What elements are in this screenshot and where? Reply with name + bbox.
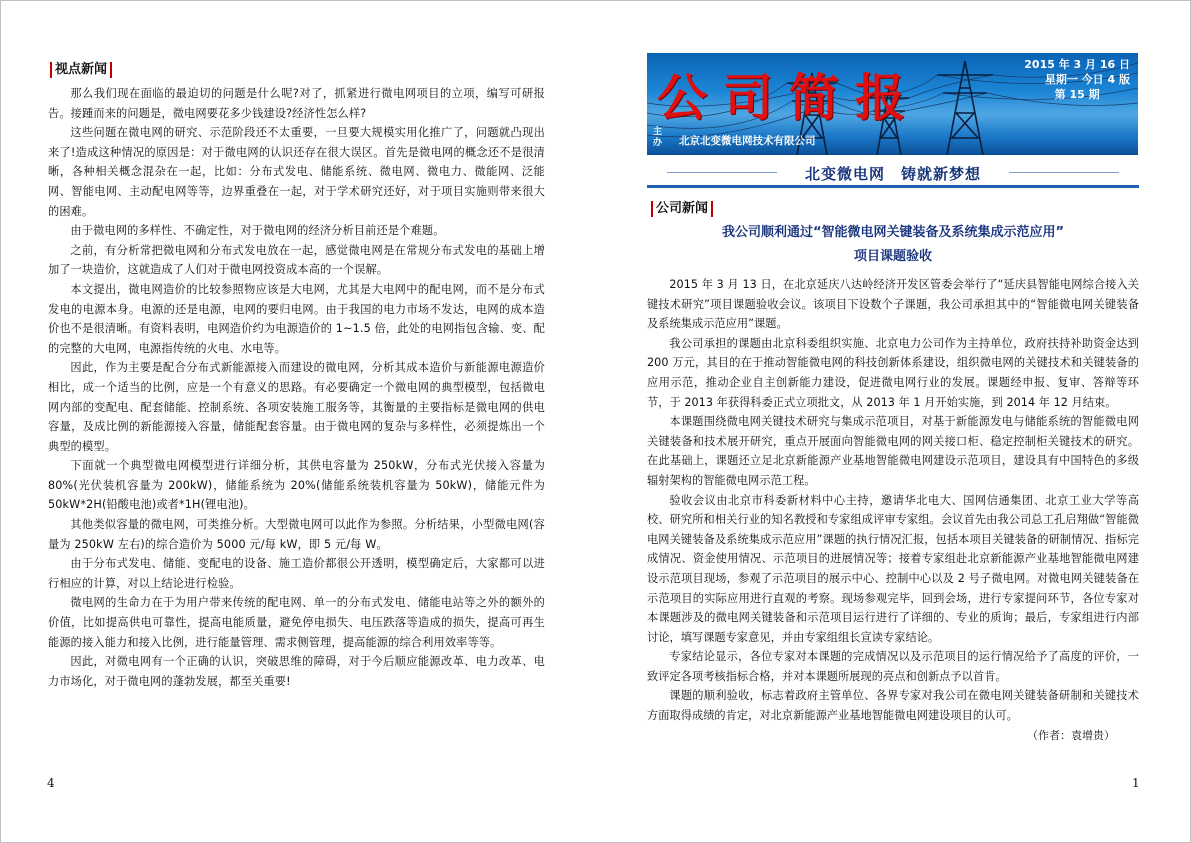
masthead-weekday-edition: 星期一 今日 4 版 xyxy=(1044,73,1130,86)
left-paragraph: 那么我们现在面临的最迫切的问题是什么呢?对了，抓紧进行微电网项目的立项，编写可研报告。接踵而来的问题是，微电网要花多少钱建设?经济性怎么样? xyxy=(48,87,545,120)
right-article-body xyxy=(647,275,1139,726)
right-paragraph: 2015 年 3 月 13 日，在北京延庆八达岭经济开发区管委会举行了“延庆县智能电网综合接入关键技术研究”项目课题验收会议。该项目下设数个子课题，我公司承担其中的“智能微电网关键装备及系统集成示范应用”课题。 xyxy=(647,278,1139,331)
slogan-banner xyxy=(647,161,1139,188)
section-label-company-news: 公司新闻 xyxy=(651,201,713,217)
headline-line-1: 我公司顺利通过“智能微电网关键装备及系统集成示范应用” xyxy=(721,225,1065,240)
right-page-number: 1 xyxy=(1132,776,1140,790)
article-headline xyxy=(647,221,1139,269)
sponsor-label: 主办 xyxy=(653,127,663,148)
left-paragraph: 微电网的生命力在于为用户带来传统的配电网、单一的分布式发电、储能电站等之外的额外的价值，比如提高供电可靠性，提高电能质量，避免停电损失、电压跌落等造成的损失，提高可再生能源的接入能力和接入比例，进行能量管理、需求侧管理，提高能源的综合利用效率等等。 xyxy=(48,596,545,649)
left-paragraph: 这些问题在微电网的研究、示范阶段还不太重要，一旦要大规模实用化推广了，问题就凸现出来了!造成这种情况的原因是：对于微电网的认识还存在很大误区。首先是微电网的概念还不是很清晰，各种相关概念混杂在一起，比如：分布式发电、储能系统、微电网、微电力、微能网、泛能网、智能电网、主动配电网等等，边界重叠在一起，对于学术研究还好，对于项目实施则带来很大的困难。 xyxy=(48,126,545,218)
left-paragraph: 因此，作为主要是配合分布式新能源接入而建设的微电网，分析其成本造价与新能源电源造价相比，成一个适当的比例，应是一个有意义的思路。有必要确定一个微电网的典型模型，包括微电网内部的变配电、配套储能、控制系统、各项安装施工服务等，其衡量的主要指标是微电网的供电容量，及成比例的新能源接入容量，储能配套容量。由于微电网的复杂与多样性，必须提炼出一个典型的模型。 xyxy=(48,361,545,453)
masthead-issue-info xyxy=(1024,57,1130,102)
left-page xyxy=(48,58,545,691)
left-paragraph: 由于分布式发电、储能、变配电的设备、施工造价都很公开透明，模型确定后，大家都可以进行相应的计算，对以上结论进行检验。 xyxy=(48,557,545,590)
left-paragraph: 因此，对微电网有一个正确的认识，突破思维的障碍，对于今后顺应能源改革、电力改革、电力市场化，对于微电网的蓬勃发展，都至关重要! xyxy=(48,655,545,688)
left-page-number: 4 xyxy=(47,776,55,790)
right-paragraph: 我公司承担的课题由北京科委组织实施、北京电力公司作为主持单位，政府扶持补助资金达到 200 万元，其目的在于推动智能微电网的科技创新体系建设，组织微电网的关键技术和关键装备的应用示范，推动企业自主创新能力建设，促进微电网行业的发展。课题经申报、复审、答辩等环节，于 2013 年获得科委正式立项批文，从 2013 年 1 月开始实施，到 2014 年 12 月结束。 xyxy=(647,336,1139,409)
left-paragraph: 下面就一个典型微电网模型进行详细分析，其供电容量为 250kW，分布式光伏接入容量为 80%(光伏装机容量为 200kW)，储能系统为 20%(储能系统装机容量为 50kW)，储能元件为 50kW*2H(铅酸电池)或者*1H(锂电池)。 xyxy=(48,459,545,512)
masthead-date: 2015 年 3 月 16 日 xyxy=(1024,58,1130,71)
headline-line-2: 项目课题验收 xyxy=(853,249,932,264)
left-paragraph: 其他类似容量的微电网，可类推分析。大型微电网可以此作为参照。分析结果，小型微电网(容量为 250kW 左右)的综合造价为 5000 元/每 kW，即 5 元/每 W。 xyxy=(48,518,545,551)
sponsor-organization: 北京北变微电网技术有限公司 xyxy=(679,135,816,147)
right-paragraph: 课题的顺利验收，标志着政府主管单位、各界专家对我公司在微电网关键装备研制和关键技术方面取得成绩的肯定，对北京新能源产业基地智能微电网建设项目的认可。 xyxy=(647,689,1139,723)
left-paragraph: 本文提出，微电网造价的比较参照物应该是大电网，尤其是大电网中的配电网，而不是分布式发电的电源本身。电源的还是电源，电网的要归电网。由于我国的电力市场不发达，电网的成本造价也不是很清晰。有资料表明，电网造价约为电源造价的 1~1.5 倍，此处的电网指包含输、变、配的完整的大电网，电源指传统的火电、水电等。 xyxy=(48,282,545,355)
section-label-viewpoint-news: 视点新闻 xyxy=(50,62,112,78)
masthead xyxy=(647,53,1138,155)
right-paragraph: 本课题围绕微电网关键技术研究与集成示范项目，对基于新能源发电与储能系统的智能微电网关键装备和技术展开研究，重点开展面向智能微电网的网关接口柜、稳定控制柜关键技术的研究。在此基础上，课题还立足北京新能源产业基地智能微电网建设示范项目，建设具有中国特色的多级辐射架构的智能微电网示范工程。 xyxy=(647,415,1139,487)
left-paragraph: 之前，有分析常把微电网和分布式发电放在一起，感觉微电网是在常规分布式发电的基础上增加了一块造价，这就造成了人们对于微电网投资成本高的一个误解。 xyxy=(48,243,545,277)
left-article-body xyxy=(48,84,545,691)
slogan: 北变微电网 铸就新梦想 xyxy=(804,165,981,183)
right-paragraph: 验收会议由北京市科委新材料中心主持，邀请华北电大、国网信通集团、北京工业大学等高校、研究所和相关行业的知名教授和专家组成评审专家组。会议首先由我公司总工孔启翔做“智能微电网关键装备及系统集成示范应用”课题的执行情况汇报，包括本项目关键装备的研制情况、指标完成情况、资金使用情况、示范项目的进展情况等；接着专家组赴北京新能源产业基地智能微电网建设示范项目现场，参观了示范项目的展示中心、控制中心以及 2 号子微电网。对微电网关键装备在示范项目的实际应用进行直观的考察。现场参观完毕，回到会场，进行专家提问环节，各位专家对本课题涉及的微电网关键装备和示范项目运行进行了详细的、专业的质询；最后，专家组进行内部讨论，填写课题专家意见，并由专家组组长宣读专家结论。 xyxy=(647,493,1139,644)
masthead-title: 公司简报 xyxy=(657,68,921,127)
right-page xyxy=(647,53,1139,745)
right-paragraph: 专家结论显示，各位专家对本课题的完成情况以及示范项目的运行情况给予了高度的评价，一致评定各项考核指标合格，并对本课题所展现的亮点和创新点予以首肯。 xyxy=(647,650,1139,683)
masthead-issue-number: 第 15 期 xyxy=(1054,88,1100,101)
article-byline: （作者：袁增贵） xyxy=(1027,728,1115,742)
left-paragraph: 由于微电网的多样性、不确定性，对于微电网的经济分析目前还是个难题。 xyxy=(70,224,445,238)
sponsor-bar xyxy=(647,125,1138,155)
